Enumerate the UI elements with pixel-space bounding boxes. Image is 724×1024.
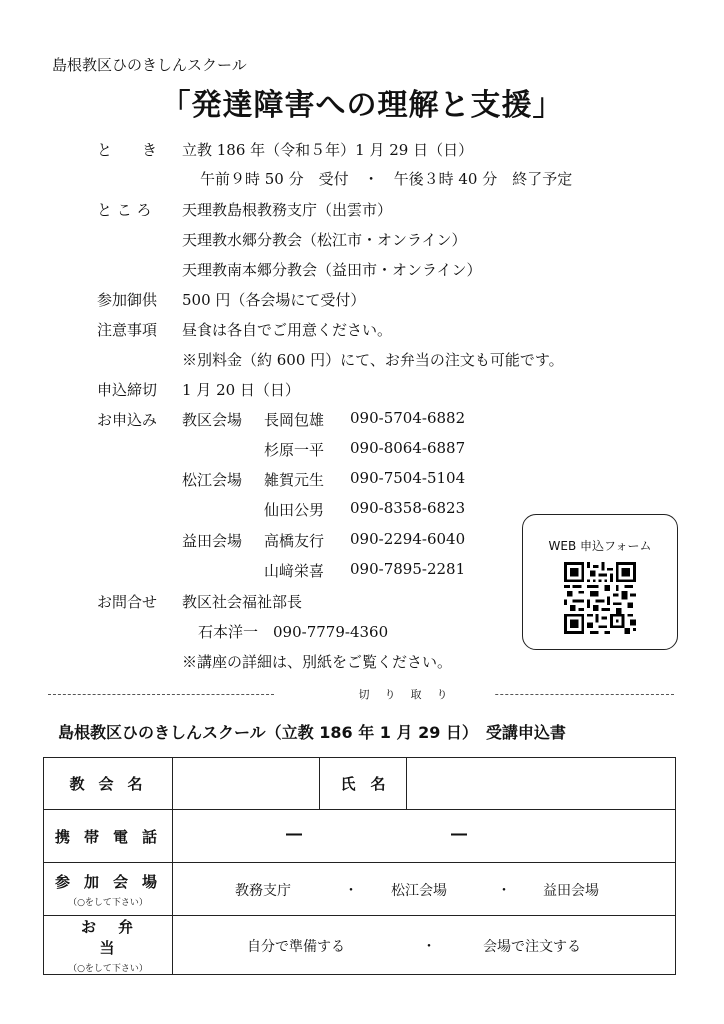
church-label: 教会名 bbox=[69, 775, 157, 793]
church-input[interactable] bbox=[173, 758, 320, 810]
fee-label: 参加御供 bbox=[97, 291, 158, 309]
venue-option-shicho[interactable]: 教務支庁 bbox=[235, 883, 291, 899]
contact-name: 長岡包雄 bbox=[264, 411, 325, 429]
phone-label: 携帯電話 bbox=[54, 827, 171, 846]
contact-note: ※講座の詳細は、別紙をご覧ください。 bbox=[182, 653, 453, 671]
organizer: 島根教区ひのきしんスクール bbox=[52, 56, 247, 74]
notes-label: 注意事項 bbox=[97, 321, 158, 339]
where-line: 天理教水郷分教会（松江市・オンライン） bbox=[182, 231, 467, 249]
name-label: 氏 名 bbox=[320, 758, 407, 810]
contact-label: お問合せ bbox=[97, 593, 158, 611]
phone-input[interactable] bbox=[173, 810, 676, 863]
contact-name: 雑賀元生 bbox=[264, 471, 325, 489]
contact-phone: 090-2294-6040 bbox=[350, 530, 466, 548]
contact-phone: 090-7504-5104 bbox=[350, 469, 466, 487]
deadline-value: 1 月 20 日（日） bbox=[182, 381, 300, 399]
venue-name: 松江会場 bbox=[182, 471, 243, 489]
contact-phone: 090-5704-6882 bbox=[350, 409, 466, 427]
bento-options bbox=[173, 916, 676, 975]
contact-phone: 090-8358-6823 bbox=[350, 499, 466, 517]
when-time: 午前９時 50 分 受付 ・ 午後３時 40 分 終了予定 bbox=[200, 170, 573, 188]
contact-dept: 教区社会福祉部長 bbox=[182, 593, 303, 611]
cut-line bbox=[48, 686, 674, 702]
contact-name: 高橋友行 bbox=[264, 532, 325, 550]
where-line: 天理教南本郷分教会（益田市・オンライン） bbox=[182, 261, 482, 279]
contact-phone: 090-8064-6887 bbox=[350, 439, 466, 457]
when-label: と き bbox=[97, 141, 158, 159]
venue-options bbox=[173, 863, 676, 916]
apply-label: お申込み bbox=[97, 411, 158, 429]
contact-name: 仙田公男 bbox=[264, 501, 325, 519]
cut-label: 切 り 取 り bbox=[314, 686, 494, 702]
church-label-cell bbox=[44, 758, 173, 810]
deadline-label: 申込締切 bbox=[97, 381, 158, 399]
application-form bbox=[43, 757, 676, 975]
option-separator: ・ bbox=[422, 939, 436, 955]
venue-label-cell bbox=[44, 863, 173, 916]
bento-note: （○をして下さい） bbox=[68, 964, 148, 974]
qr-code-icon[interactable] bbox=[564, 562, 636, 634]
where-label: と こ ろ bbox=[97, 201, 152, 219]
bento-option-self[interactable]: 自分で準備する bbox=[247, 939, 345, 955]
venue-name: 教区会場 bbox=[182, 411, 243, 429]
note-line: 昼食は各自でご用意ください。 bbox=[182, 321, 393, 339]
contact-phone: 090-7895-2281 bbox=[350, 560, 466, 578]
contact-name: 杉原一平 bbox=[264, 441, 325, 459]
name-input[interactable] bbox=[407, 758, 676, 810]
venue-option-masuda[interactable]: 益田会場 bbox=[543, 883, 599, 899]
page-title: 「発達障害への理解と支援」 bbox=[160, 88, 564, 123]
contact-person: 石本洋一 090-7779-4360 bbox=[198, 623, 389, 641]
bento-option-order[interactable]: 会場で注文する bbox=[483, 939, 581, 955]
bento-label-cell bbox=[44, 916, 173, 975]
venue-note: （○をして下さい） bbox=[68, 897, 148, 908]
option-separator: ・ bbox=[497, 883, 511, 899]
phone-separator: ― bbox=[451, 824, 467, 843]
when-date: 立教 186 年（令和５年）1 月 29 日（日） bbox=[182, 141, 474, 159]
form-title: 島根教区ひのきしんスクール（立教 186 年 1 月 29 日） 受講申込書 bbox=[58, 723, 566, 742]
note-line: ※別料金（約 600 円）にて、お弁当の注文も可能です。 bbox=[182, 351, 564, 369]
phone-separator: ― bbox=[286, 824, 302, 843]
venue-option-matsue[interactable]: 松江会場 bbox=[391, 883, 447, 899]
fee-value: 500 円（各会場にて受付） bbox=[182, 291, 366, 309]
contact-name: 山﨑栄喜 bbox=[264, 562, 325, 580]
venue-name: 益田会場 bbox=[182, 532, 243, 550]
qr-label: WEB 申込フォーム bbox=[548, 539, 652, 553]
where-line: 天理教島根教務支庁（出雲市） bbox=[182, 201, 393, 219]
venue-label: 参加会場 bbox=[54, 872, 171, 891]
phone-label-cell bbox=[44, 810, 173, 863]
bento-label: お弁当 bbox=[80, 918, 155, 957]
option-separator: ・ bbox=[344, 883, 358, 899]
